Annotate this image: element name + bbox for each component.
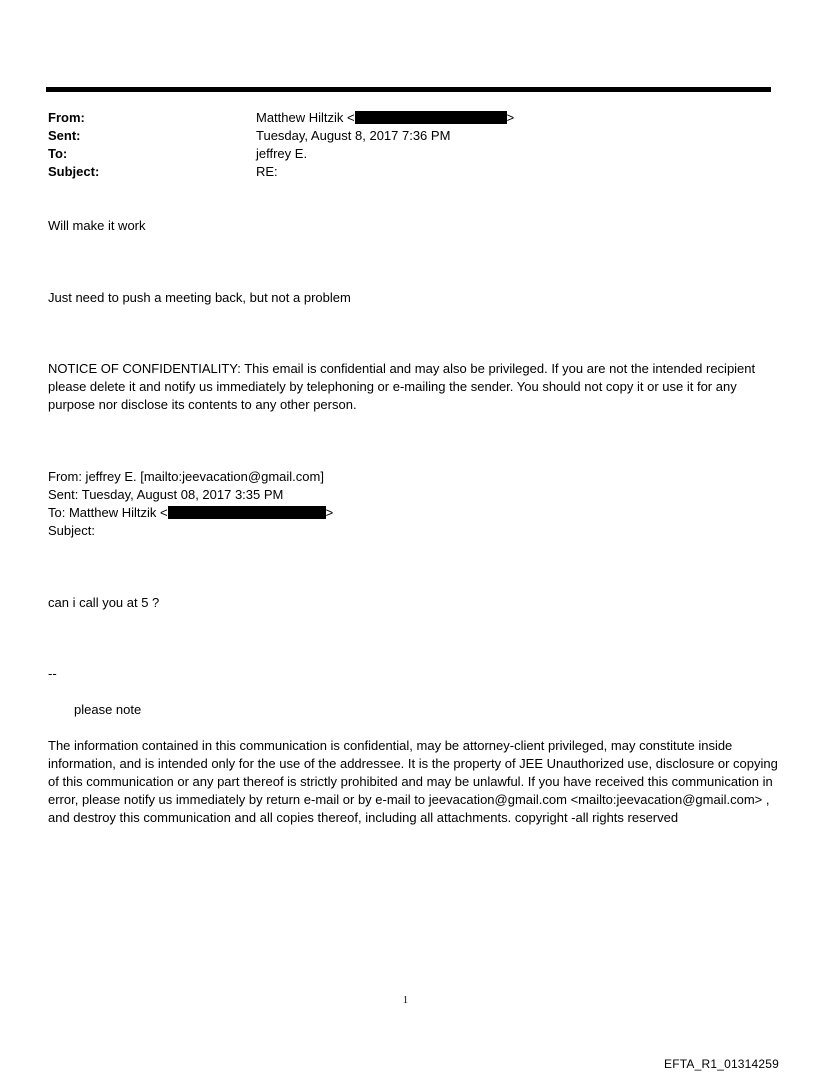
quoted-to-suffix: > — [325, 505, 334, 520]
redaction-block — [355, 111, 507, 124]
to-label: To: — [48, 146, 68, 161]
to-value: jeffrey E. — [256, 146, 308, 161]
quoted-subject: Subject: — [48, 523, 95, 538]
please-note: please note — [74, 702, 142, 717]
signature-separator: -- — [48, 666, 57, 681]
header-rule — [46, 87, 771, 92]
confidentiality-notice: NOTICE OF CONFIDENTIALITY: This email is confidential and may also be privileged. If you are not the intended recipient please delete it and notify us immediately by telephoning or e-mailing the sender. You should not copy it or use it for any purpose nor disclose its contents to any other person. — [48, 361, 756, 412]
from-close: > — [506, 110, 515, 125]
body-line-1: Will make it work — [48, 218, 146, 233]
from-value — [256, 109, 514, 127]
from-label: From: — [48, 110, 85, 125]
subject-value: RE: — [256, 164, 278, 179]
quoted-from: From: jeffrey E. [mailto:jeevacation@gmail.com] — [48, 469, 324, 484]
document-id: EFTA_R1_01314259 — [664, 1057, 780, 1071]
subject-label: Subject: — [48, 164, 100, 179]
quoted-message: can i call you at 5 ? — [48, 595, 160, 610]
quoted-to — [48, 504, 778, 522]
redaction-block — [168, 506, 326, 519]
from-name: Matthew Hiltzik < — [256, 110, 355, 125]
page-number: 1 — [403, 995, 408, 1006]
quoted-sent: Sent: Tuesday, August 08, 2017 3:35 PM — [48, 487, 284, 502]
quoted-to-prefix: To: Matthew Hiltzik < — [48, 505, 168, 520]
sent-value: Tuesday, August 8, 2017 7:36 PM — [256, 128, 451, 143]
sent-label: Sent: — [48, 128, 81, 143]
disclaimer: The information contained in this communication is confidential, may be attorney-client privileged, may constitute inside information, and is intended only for the use of the addressee. It is the property of JEE Unauthorized use, disclosure or copying of this communication or any part thereof is strictly prohibited and may be unlawful. If you have received this communication in error, please notify us immediately by return e-mail or by e-mail to jeevacation@gmail.com <mailto:jeevacation@gmail.com> , and destroy this communication and all copies thereof, including all attachments. copyright -all rights reserved — [48, 738, 778, 825]
body-line-2: Just need to push a meeting back, but not a problem — [48, 290, 351, 305]
